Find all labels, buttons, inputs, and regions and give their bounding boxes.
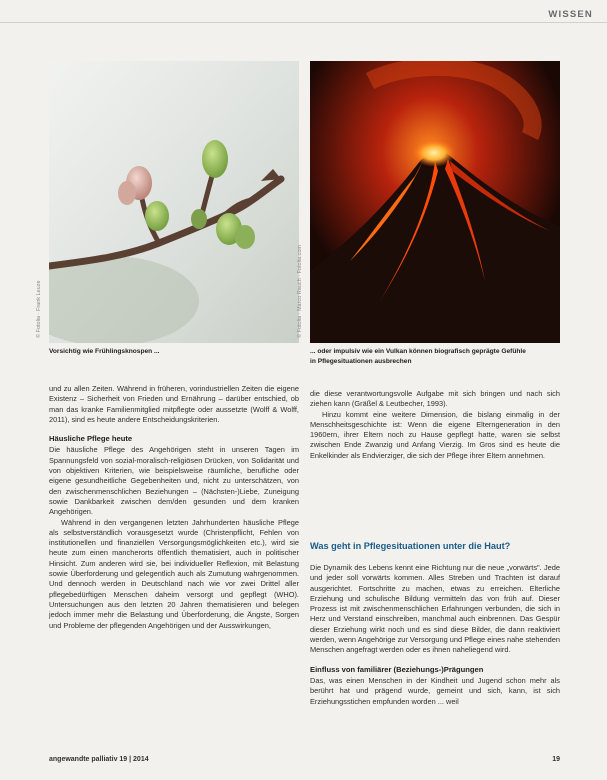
body-paragraph: Die häusliche Pflege des Angehörigen steht in unseren Tagen im Spannungsfeld von sozial-moralisch-religiösen Drücken, von Solidarität und von objektiven Kriterien, wie beispielsweise räumliche, berufliche oder eigene gesundheitliche Gegebenheiten und, nicht zu unterschätzen, von den zwischenmenschlichen Beziehungen – (Nächsten-)Liebe, Zuneigung sowie Dankbarkeit zwischen dem/den gesunden und dem kranken Angehörigen. <box>49 445 299 517</box>
body-paragraph: Die Dynamik des Lebens kennt eine Richtung nur die neue „vorwärts". Jede und jeder soll vorwärts kommen. Alles Streben und Trachten ist darauf ausgerichtet. Fortschritte zu machen, etwas zu erreichen. Elterliche Erziehung und schulische Bildung vermitteln das von früh auf. Dieser Prozess ist mit zwischenmenschlichen Erfahrungen verbunden, die sich in Herz und Verstand einschreiben, manchmal auch einbrennen. Das Gespür dieser Erziehung wirkt noch und es sind diese Bilder, die dann reaktiviert werden, wenn Angehörige zur Versorgung und Pflege eines nahe stehenden Menschen angefragt werden oder es ihnen naheliegend wird. <box>310 563 560 655</box>
photo-caption-left: Vorsichtig wie Frühlingsknospen ... <box>49 348 160 355</box>
intro-paragraph: und zu allen Zeiten. Während in früheren, vorindustriellen Zeiten die eigene Existenz – Sicherheit von Frieden und Ernährung – darüber entschied, ob man das kranke Familienmitglied mitpflegte oder aussetzte (Wolff & Wolff, 2011), sind es heute andere Entscheidungskriterien. <box>49 384 299 424</box>
photo-caption-right-line2: in Pflegesituationen ausbrechen <box>310 358 412 365</box>
article-column-right-top <box>310 389 560 461</box>
section-label: WISSEN <box>548 9 593 20</box>
article-column-left <box>49 384 299 631</box>
photo-credit-left: © Fotolia · Frank Leuze <box>36 280 42 338</box>
publication-name: angewandte palliativ 19 | 2014 <box>49 756 149 763</box>
photo-caption-right-line1: ... oder impulsiv wie ein Vulkan können biografisch geprägte Gefühle <box>310 348 526 355</box>
subheading-haeusliche-pflege: Häusliche Pflege heute <box>49 434 133 444</box>
photo-caption-right <box>310 347 570 367</box>
body-paragraph: Das, was einen Menschen in der Kindheit und Jugend schon mehr als berührt hat und prägend wurde, gemeint und sich, kann, ist sich Erziehungsstichen empfunden worden ... weil <box>310 675 560 706</box>
article-column-right-bottom <box>310 563 560 707</box>
body-paragraph: Während in den vergangenen letzten Jahrhunderten häusliche Pflege als selbstverständlich vorausgesetzt wurde (Christenpflicht, Fehlen von institutionellen und finanziellen Versorgungsmöglichkeiten etc.), wird sie heute zum einen mancherorts öffentlich thematisiert, auch in politischer Hinsicht. Zum anderen wird sie, bei individueller Reflexion, mit Belastung sowie Überforderung und gelegentlich auch als Zumutung wahrgenommen. Und dennoch werden in Deutschland nach wie vor zwei Drittel aller pflegebedürftigen Menschen daheim versorgt und gepflegt (WHO). Untersuchungen aus den letzten 20 Jahren thematisieren und belegen jedoch immer mehr die Belastung und Überforderung, die Ängste, Sorgen und Probleme der pflegenden Angehörigen und der Ausswirkungen, <box>49 517 299 630</box>
section-heading: Was geht in Pflegesituationen unter die Haut? <box>310 541 511 551</box>
body-paragraph: die diese verantwortungsvolle Aufgabe mit sich bringen und nach sich ziehen kann (Gräßel & Leutbecher, 1993). <box>310 389 560 409</box>
subheading-familiaere-praegungen: Einfluss von familiärer (Beziehungs-)Prägungen <box>310 664 484 674</box>
photo-credit-right: © Fotolia · Marco Rauch · Fotolia.com <box>297 245 303 338</box>
volcano-eruption-photo <box>310 61 560 343</box>
page-number: 19 <box>552 756 560 763</box>
blossom-buds-photo <box>49 61 299 343</box>
header-divider <box>0 22 607 23</box>
body-paragraph: Hinzu kommt eine weitere Dimension, die bislang einmalig in der Menschheitsgeschichte ist: Wenn die eigene Elterngeneration in den 1960ern, ihrer Eltern noch zu Hause gepflegt hatte, waren sie selbst zwischen Ende Zwanzig und Anfang Vierzig. Im Gros sind es heute die Enkelkinder als Endvierziger, die sich der Pflege ihrer Eltern annehmen. <box>310 409 560 460</box>
